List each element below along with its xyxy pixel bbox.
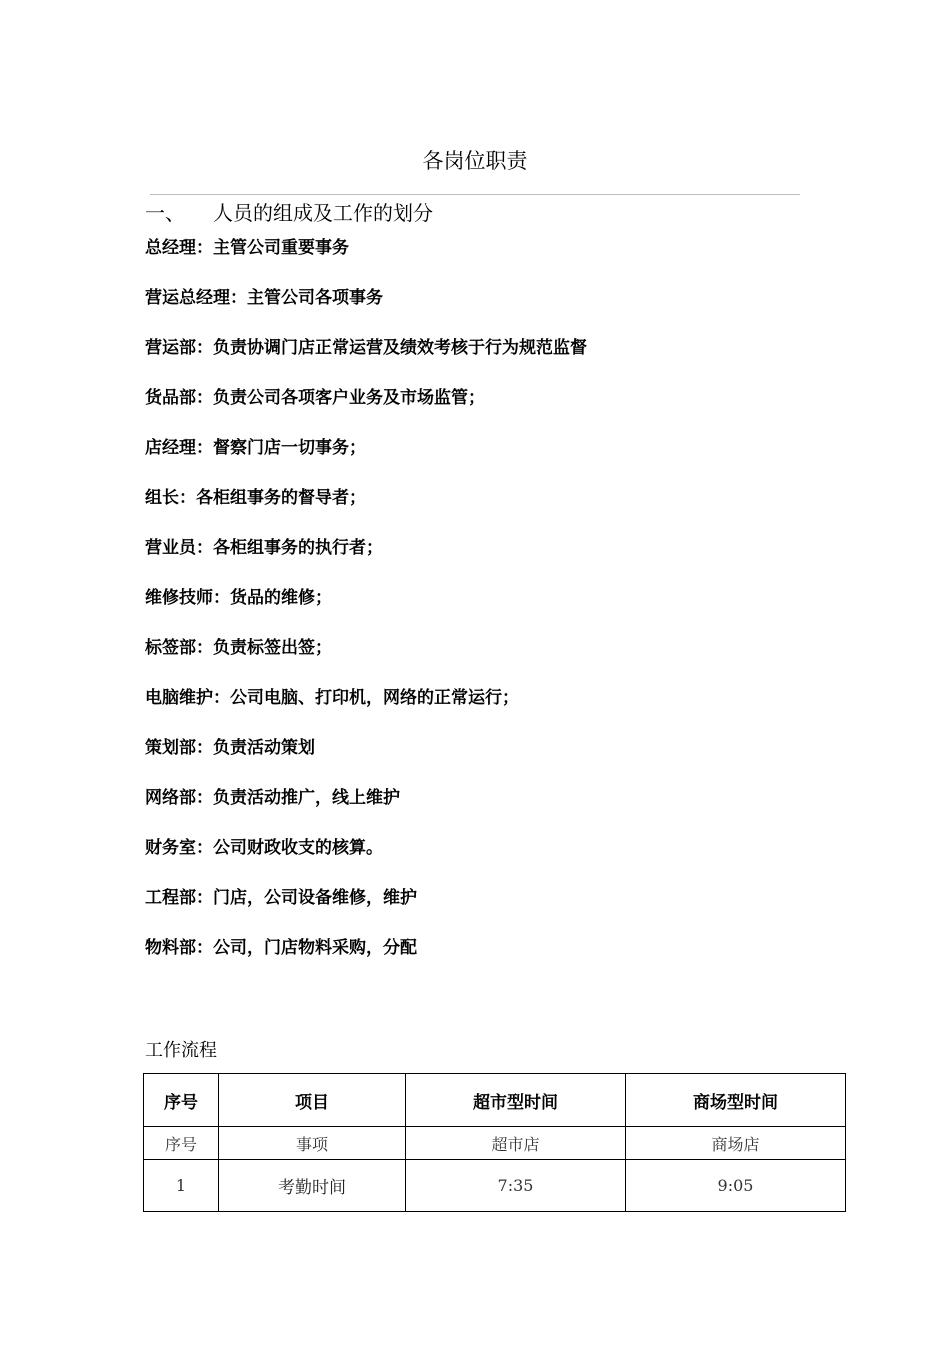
header-cell: 超市型时间: [406, 1074, 626, 1127]
role-item: 网络部：负责活动推广，线上维护: [145, 788, 400, 808]
role-item: 货品部：负责公司各项客户业务及市场监管；: [145, 388, 485, 408]
role-item: 总经理：主管公司重要事务: [145, 238, 349, 258]
role-item: 电脑维护：公司电脑、打印机，网络的正常运行；: [145, 688, 519, 708]
table-cell: 考勤时间: [219, 1160, 406, 1212]
subheader-cell: 序号: [144, 1127, 219, 1160]
header-cell: 序号: [144, 1074, 219, 1127]
role-item: 营运部：负责协调门店正常运营及绩效考核于行为规范监督: [145, 338, 587, 358]
header-cell: 项目: [219, 1074, 406, 1127]
role-item: 工程部：门店，公司设备维修，维护: [145, 888, 417, 908]
role-item: 策划部：负责活动策划: [145, 738, 315, 758]
section-number: 一、: [145, 201, 185, 225]
header-cell: 商场型时间: [626, 1074, 846, 1127]
roles-list: [145, 235, 587, 985]
role-item: 物料部：公司，门店物料采购，分配: [145, 938, 417, 958]
role-item: 店经理：督察门店一切事务；: [145, 438, 366, 458]
table-header-row: [144, 1074, 846, 1127]
table-cell: 7:35: [406, 1160, 626, 1212]
table-cell: 9:05: [626, 1160, 846, 1212]
subheader-cell: 事项: [219, 1127, 406, 1160]
workflow-table: [143, 1073, 846, 1212]
table-row: [144, 1160, 846, 1212]
workflow-label: 工作流程: [145, 1040, 217, 1061]
role-item: 财务室：公司财政收支的核算。: [145, 838, 383, 858]
role-item: 维修技师：货品的维修；: [145, 588, 332, 608]
role-item: 组长：各柜组事务的督导者；: [145, 488, 366, 508]
section-heading: [145, 197, 433, 226]
title-divider: [150, 194, 800, 195]
role-item: 营业员：各柜组事务的执行者；: [145, 538, 383, 558]
subheader-cell: 商场店: [626, 1127, 846, 1160]
table-cell: 1: [144, 1160, 219, 1212]
role-item: 营运总经理：主管公司各项事务: [145, 288, 383, 308]
section-heading-text: 人员的组成及工作的划分: [213, 201, 433, 225]
role-item: 标签部：负责标签出签；: [145, 638, 332, 658]
document-title: 各岗位职责: [422, 149, 528, 173]
subheader-cell: 超市店: [406, 1127, 626, 1160]
table-subheader-row: [144, 1127, 846, 1160]
